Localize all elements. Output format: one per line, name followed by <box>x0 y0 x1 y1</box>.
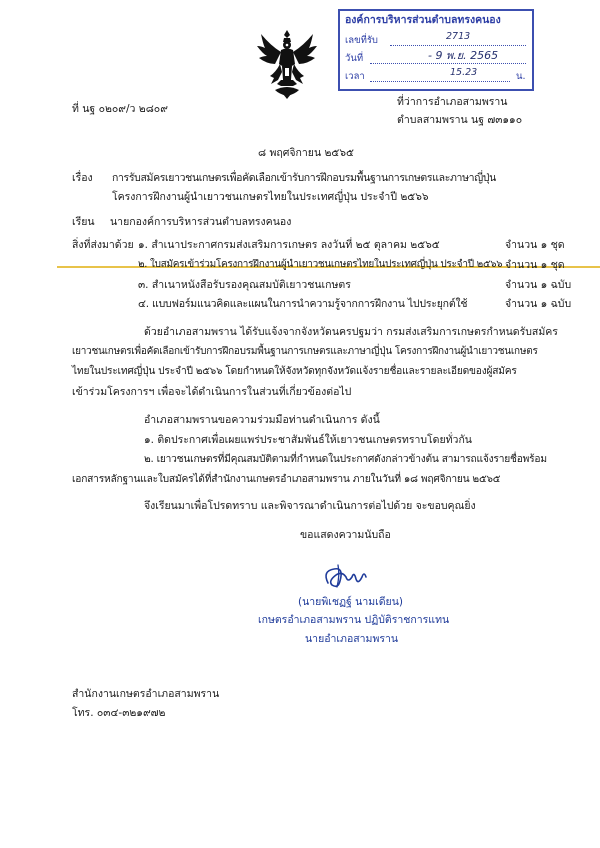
subject-line-2: โครงการฝึกงานผู้นำเยาวชนเกษตรไทยในประเทศญี่ปุ่น ประจำปี ๒๕๖๖ <box>112 191 429 203</box>
closing-request: จึงเรียนมาเพื่อโปรดทราบ และพิจารณาดำเนินการต่อไปด้วย จะขอบคุณยิ่ง <box>144 500 476 512</box>
footer-phone: โทร. ๐๓๔-๓๒๑๙๗๒ <box>72 707 166 719</box>
body-request-item-2: ๒. เยาวชนเกษตรที่มีคุณสมบัติตามที่กำหนดในประกาศดังกล่าวข้างต้น สามารถแจ้งรายชื่อพร้อม <box>144 454 547 465</box>
closing-salutation: ขอแสดงความนับถือ <box>300 529 391 541</box>
body-paragraph-1-line: ด้วยอำเภอสามพราน ได้รับแจ้งจากจังหวัดนครปฐมว่า กรมส่งเสริมการเกษตรกำหนดรับสมัคร <box>144 326 558 338</box>
signatory-position: เกษตรอำเภอสามพราน ปฏิบัติราชการแทน <box>258 614 450 626</box>
body-paragraph-1-line: เข้าร่วมโครงการฯ เพื่อจะได้ดำเนินการในส่วนที่เกี่ยวข้องต่อไป <box>72 386 352 398</box>
stamp-time-label: เวลา <box>345 71 365 82</box>
stamp-time-value: 15.23 <box>450 67 478 78</box>
enclosure-qty: จำนวน ๑ ชุด <box>505 259 565 271</box>
enclosure-item: ๓. สำเนาหนังสือรับรองคุณสมบัติเยาวชนเกษตร <box>138 279 351 291</box>
body-paragraph-1-line: ไทยในประเทศญี่ปุ่น ประจำปี ๒๕๖๖ โดยกำหนดให้จังหวัดทุกจังหวัดแจ้งรายชื่อและรายละเอียดของผู้สมัคร <box>72 366 517 377</box>
enclosures-label: สิ่งที่ส่งมาด้วย <box>72 239 134 251</box>
garuda-emblem-icon <box>255 28 319 100</box>
body-request-item-2-cont: เอกสารหลักฐานและใบสมัครได้ที่สำนักงานเกษตรอำเภอสามพราน ภายในวันที่ ๑๘ พฤศจิกายน ๒๕๖๕ <box>72 474 501 485</box>
stamp-title: องค์การบริหารส่วนตำบลทรงคนอง <box>345 14 501 26</box>
stamp-date-value: - 9 พ.ย. 2565 <box>428 49 499 62</box>
stamp-date-label: วันที่ <box>345 53 364 64</box>
subject-line-1: การรับสมัครเยาวชนเกษตรเพื่อคัดเลือกเข้ารับการฝึกอบรมพื้นฐานการเกษตรและภาษาญี่ปุ่น <box>112 172 496 184</box>
enclosure-item: ๔. แบบฟอร์มแนวคิดและแผนในการนำความรู้จากการฝึกงาน ไปประยุกต์ใช้ <box>138 298 468 310</box>
signatory-name: (นายพิเชฏฐ์ นามเดียน) <box>298 596 403 608</box>
signatory-position-2: นายอำเภอสามพราน <box>305 633 399 645</box>
stamp-received-label: เลขที่รับ <box>345 35 378 46</box>
enclosure-item: ๑. สำเนาประกาศกรมส่งเสริมการเกษตร ลงวันที่ ๒๕ ตุลาคม ๒๕๖๕ <box>138 239 440 251</box>
enclosure-qty: จำนวน ๑ ฉบับ <box>505 279 572 291</box>
footer-office: สำนักงานเกษตรอำเภอสามพราน <box>72 688 220 700</box>
document-date: ๘ พฤศจิกายน ๒๕๖๕ <box>258 147 354 159</box>
recipient-label: เรียน <box>72 216 95 228</box>
body-paragraph-1-line: เยาวชนเกษตรเพื่อคัดเลือกเข้ารับการฝึกอบรมพื้นฐานการเกษตรและภาษาญี่ปุ่น โครงการฝึกงานผู้นำเยาวชนเกษตร <box>72 346 538 357</box>
receipt-stamp <box>338 9 534 91</box>
enclosure-qty: จำนวน ๑ ชุด <box>505 239 565 251</box>
sender-office: ที่ว่าการอำเภอสามพราน <box>397 96 508 108</box>
sender-address: ตำบลสามพราน นฐ ๗๓๑๑๐ <box>397 114 523 126</box>
handwritten-signature-icon <box>322 561 368 593</box>
enclosure-item: ๒. ใบสมัครเข้าร่วมโครงการฝึกงานผู้นำเยาวชนเกษตรไทยในประเทศญี่ปุ่น ประจำปี ๒๕๖๖ <box>138 259 503 270</box>
enclosure-qty: จำนวน ๑ ฉบับ <box>505 298 572 310</box>
document-number: ที่ นฐ ๐๒๐๙/ว ๒๘๐๙ <box>72 103 168 115</box>
body-paragraph-2-intro: อำเภอสามพรานขอความร่วมมือท่านดำเนินการ ดังนี้ <box>144 414 380 426</box>
recipient-name: นายกองค์การบริหารส่วนตำบลทรงคนอง <box>110 216 292 228</box>
stamp-time-unit: น. <box>516 71 526 82</box>
body-request-item-1: ๑. ติดประกาศเพื่อเผยแพร่ประชาสัมพันธ์ให้เยาวชนเกษตรทราบโดยทั่วกัน <box>144 434 472 446</box>
subject-label: เรื่อง <box>72 172 93 184</box>
stamp-received-no: 2713 <box>446 31 471 42</box>
